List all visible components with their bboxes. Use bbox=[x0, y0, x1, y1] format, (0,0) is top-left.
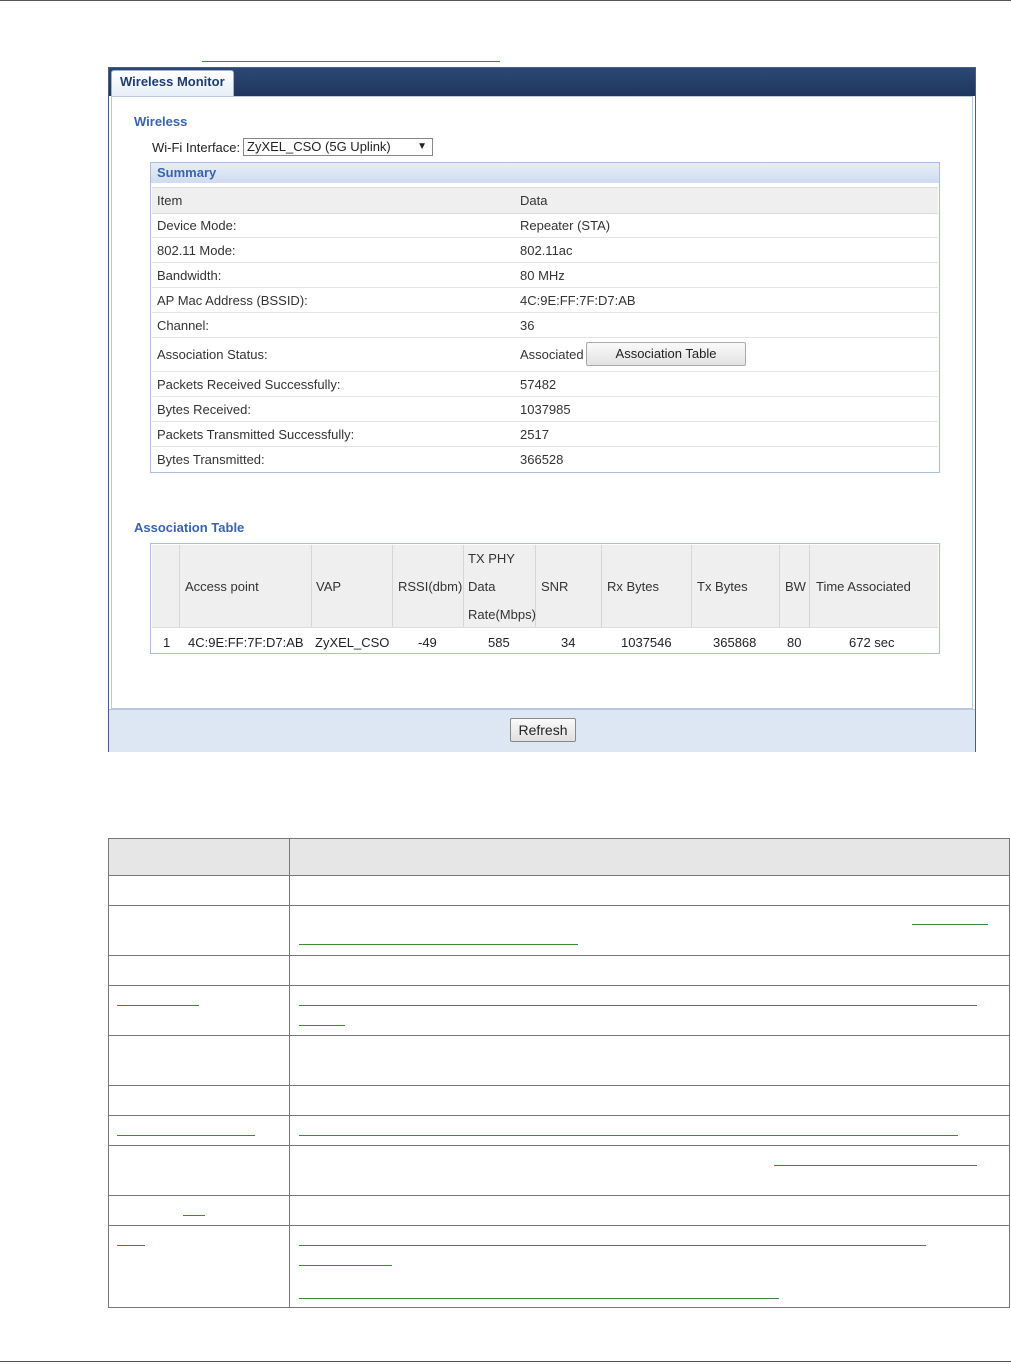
row-tx-rate: 585 bbox=[488, 635, 510, 650]
summary-row bbox=[152, 313, 938, 338]
header-tx-phy-line1: TX PHY bbox=[468, 551, 515, 566]
summary-item: Device Mode: bbox=[157, 218, 237, 233]
row-vap: ZyXEL_CSO bbox=[315, 635, 390, 650]
tab-wireless-monitor[interactable]: Wireless Monitor bbox=[111, 70, 234, 96]
cross-reference-link[interactable] bbox=[912, 924, 988, 925]
header-snr: SNR bbox=[541, 579, 569, 594]
cross-reference-link[interactable] bbox=[299, 1298, 779, 1299]
row-tx-bytes: 365868 bbox=[713, 635, 757, 650]
row-divider bbox=[109, 955, 1009, 956]
summary-item: Bytes Received: bbox=[157, 402, 251, 417]
column-divider bbox=[463, 545, 464, 627]
wireless-section-title: Wireless bbox=[134, 114, 188, 129]
row-snr: 34 bbox=[561, 635, 576, 650]
summary-item: Bytes Transmitted: bbox=[157, 452, 265, 467]
summary-item: Packets Transmitted Successfully: bbox=[157, 427, 355, 442]
summary-box bbox=[150, 162, 940, 473]
field-description-table bbox=[108, 838, 1010, 1308]
field-name-link[interactable] bbox=[117, 1135, 255, 1136]
column-divider bbox=[779, 545, 780, 627]
summary-row bbox=[152, 213, 938, 238]
row-divider bbox=[109, 905, 1009, 906]
summary-item: Association Status: bbox=[157, 347, 268, 362]
summary-value: 57482 bbox=[520, 377, 557, 392]
row-divider bbox=[109, 1035, 1009, 1036]
summary-value: 80 MHz bbox=[520, 268, 565, 283]
row-access-point: 4C:9E:FF:7F:D7:AB bbox=[188, 635, 304, 650]
window-header bbox=[109, 68, 975, 96]
cross-reference-link[interactable] bbox=[299, 944, 578, 945]
association-table-title: Association Table bbox=[134, 520, 245, 535]
window-content bbox=[111, 96, 973, 709]
summary-value: 4C:9E:FF:7F:D7:AB bbox=[520, 293, 636, 308]
refresh-button[interactable]: Refresh bbox=[510, 718, 576, 742]
summary-item: Packets Received Successfully: bbox=[157, 377, 341, 392]
header-rssi: RSSI(dbm) bbox=[398, 579, 463, 594]
summary-row bbox=[152, 447, 938, 471]
field-name-link[interactable] bbox=[117, 1245, 145, 1246]
summary-header-row bbox=[152, 187, 938, 214]
summary-head-data: Data bbox=[520, 193, 548, 208]
association-table bbox=[150, 543, 940, 654]
cross-reference-link[interactable] bbox=[299, 1245, 926, 1246]
row-divider bbox=[109, 1115, 1009, 1116]
cross-reference-link[interactable] bbox=[299, 1265, 392, 1266]
window-footer bbox=[109, 709, 975, 752]
header-tx-phy-line2: Data bbox=[468, 579, 496, 594]
summary-value: 36 bbox=[520, 318, 535, 333]
summary-value: 1037985 bbox=[520, 402, 571, 417]
row-divider bbox=[109, 1085, 1009, 1086]
row-rssi: -49 bbox=[418, 635, 437, 650]
summary-value: Repeater (STA) bbox=[520, 218, 611, 233]
row-bw: 80 bbox=[787, 635, 802, 650]
row-divider bbox=[109, 1225, 1009, 1226]
summary-row bbox=[152, 422, 938, 447]
document-caption-link[interactable] bbox=[202, 61, 500, 62]
association-table-header bbox=[152, 545, 938, 628]
row-time-associated: 672 sec bbox=[849, 635, 895, 650]
field-name-link[interactable] bbox=[117, 1005, 199, 1006]
row-index: 1 bbox=[163, 635, 171, 650]
wifi-interface-value: ZyXEL_CSO (5G Uplink) bbox=[247, 139, 391, 154]
header-vap: VAP bbox=[316, 579, 342, 594]
row-divider bbox=[109, 1145, 1009, 1146]
field-name-link[interactable] bbox=[183, 1215, 205, 1216]
summary-row bbox=[152, 238, 938, 263]
page-top-rule bbox=[0, 0, 1011, 1]
column-divider bbox=[392, 545, 393, 627]
summary-head-item: Item bbox=[157, 193, 183, 208]
column-divider bbox=[289, 839, 290, 1307]
column-divider bbox=[601, 545, 602, 627]
summary-row bbox=[152, 263, 938, 288]
wireless-monitor-window bbox=[108, 67, 976, 752]
header-time-associated: Time Associated bbox=[816, 579, 911, 594]
summary-value: 802.11ac bbox=[520, 243, 573, 258]
association-table-button[interactable]: Association Table bbox=[586, 342, 746, 366]
summary-row bbox=[152, 288, 938, 313]
row-divider bbox=[109, 985, 1009, 986]
summary-item: Channel: bbox=[157, 318, 210, 333]
wifi-interface-select[interactable] bbox=[243, 138, 433, 156]
header-tx-bytes: Tx Bytes bbox=[697, 579, 748, 594]
cross-reference-link[interactable] bbox=[299, 1025, 345, 1026]
column-divider bbox=[311, 545, 312, 627]
cross-reference-link[interactable] bbox=[299, 1005, 977, 1006]
summary-row bbox=[152, 372, 938, 397]
summary-item: Bandwidth: bbox=[157, 268, 222, 283]
summary-value: 366528 bbox=[520, 452, 564, 467]
summary-value: 2517 bbox=[520, 427, 549, 442]
column-divider bbox=[179, 545, 180, 627]
cross-reference-link[interactable] bbox=[774, 1165, 977, 1166]
summary-row bbox=[152, 338, 938, 372]
summary-title: Summary bbox=[151, 163, 939, 183]
page-bottom-rule bbox=[0, 1361, 1011, 1362]
row-divider bbox=[109, 1195, 1009, 1196]
header-access-point: Access point bbox=[185, 579, 259, 594]
summary-value: Associated bbox=[520, 347, 584, 362]
header-bw: BW bbox=[785, 579, 806, 594]
row-rx-bytes: 1037546 bbox=[621, 635, 672, 650]
summary-row bbox=[152, 397, 938, 422]
column-divider bbox=[809, 545, 810, 627]
column-divider bbox=[691, 545, 692, 627]
summary-item: 802.11 Mode: bbox=[157, 243, 236, 258]
header-tx-phy-line3: Rate(Mbps) bbox=[468, 607, 536, 622]
dropdown-arrow-icon: ▼ bbox=[417, 141, 427, 152]
summary-item: AP Mac Address (BSSID): bbox=[157, 293, 308, 308]
header-rx-bytes: Rx Bytes bbox=[607, 579, 660, 594]
cross-reference-link[interactable] bbox=[299, 1135, 958, 1136]
description-table-header bbox=[109, 839, 1009, 876]
wifi-interface-label: Wi-Fi Interface: bbox=[152, 140, 241, 155]
